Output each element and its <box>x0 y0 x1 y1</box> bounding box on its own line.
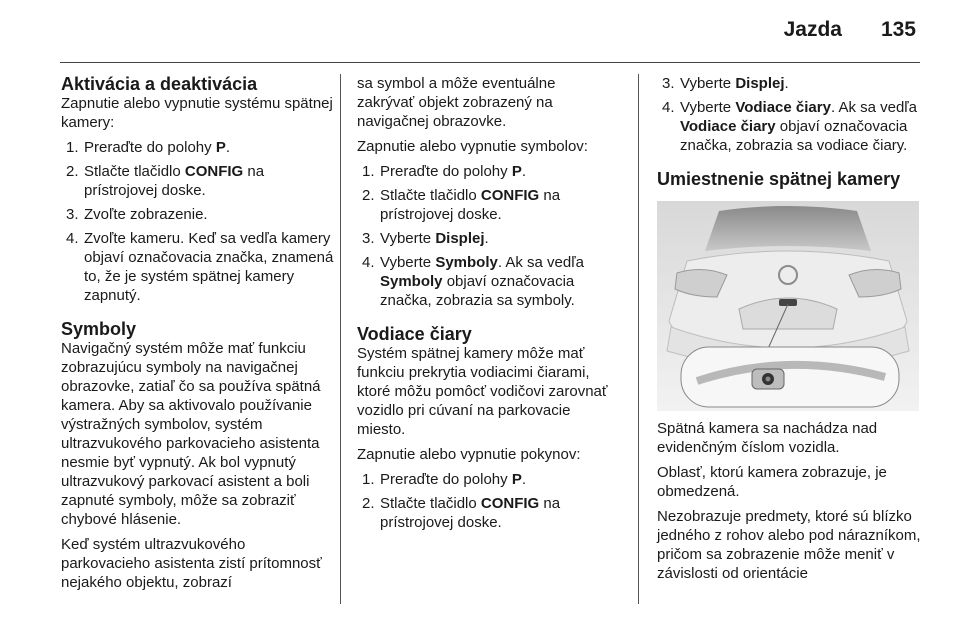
column-divider-1 <box>340 74 341 604</box>
paragraph: Keď systém ultrazvukového parkovacieho asistenta zistí prítomnosť nejakého objektu, zobrazí <box>61 536 322 591</box>
list-item: 3. Vyberte Displej. <box>362 230 489 247</box>
list-item: 1. Preraďte do polohy P. <box>362 163 526 180</box>
column-2 <box>357 74 615 538</box>
steps-list-activation <box>61 138 336 305</box>
heading-guide-lines: Vodiace čiary <box>357 324 472 344</box>
list-item: 4. Vyberte Symboly. Ak sa vedľa Symboly objaví označovacia značka, zobrazia sa symboly. <box>362 254 584 309</box>
intro-text: Zapnutie alebo vypnutie pokynov: <box>357 446 581 463</box>
list-item: 4. Vyberte Vodiace čiary. Ak sa vedľa Vodiace čiary objaví označovacia značka, zobrazia sa vodiace čiary. <box>662 99 918 154</box>
intro-text: Zapnutie alebo vypnutie symbolov: <box>357 138 588 155</box>
column-1 <box>61 74 336 598</box>
paragraph: Navigačný systém môže mať funkciu zobrazujúcu symboly na navigačnej obrazovke, zatiaľ čo sa používa spätná kamera. Aby sa aktivovalo používanie výstražných symbolov, systém ultrazvukového parkovacieho asistenta nesmie byť vypnutý. Ak bol vypnutý ultrazvukový parkovací asistent a boli zapnuté symboly, môže sa zobraziť chybové hlásenie. <box>61 340 321 528</box>
list-item: 2. Stlačte tlačidlo CONFIG na prístrojovej doske. <box>362 187 561 223</box>
list-item: 1. Preraďte do polohy P. <box>66 139 230 156</box>
page-number: 135 <box>880 18 916 41</box>
heading-camera-location: Umiestnenie spätnej kamery <box>657 169 901 189</box>
paragraph: Nezobrazuje predmety, ktoré sú blízko jedného z rohov alebo pod nárazníkom, pričom sa zobrazenie môže meniť v závislosti od orientácie <box>657 508 921 582</box>
header-divider <box>60 62 920 63</box>
paragraph: Systém spätnej kamery môže mať funkciu prekrytia vodiacimi čiarami, ktoré môžu pomôcť vodičovi zarovnať vozidlo pri cúvaní na parkovacie miesto. <box>357 345 608 438</box>
list-item: 3. Zvoľte zobrazenie. <box>66 206 208 223</box>
paragraph: sa symbol a môže eventuálne zakrývať objekt zobrazený na navigačnej obrazovke. <box>357 75 556 130</box>
paragraph: Oblasť, ktorú kamera zobrazuje, je obmedzená. <box>657 464 887 500</box>
intro-text: Zapnutie alebo vypnutie systému spätnej kamery: <box>61 95 333 131</box>
steps-list-guides <box>357 470 615 532</box>
list-item: 2. Stlačte tlačidlo CONFIG na prístrojovej doske. <box>362 495 561 531</box>
rear-camera-photo <box>657 201 919 411</box>
column-divider-2 <box>638 74 639 604</box>
list-item: 2. Stlačte tlačidlo CONFIG na prístrojovej doske. <box>66 163 265 199</box>
list-item: 3. Vyberte Displej. <box>662 75 789 92</box>
list-item: 4. Zvoľte kameru. Keď sa vedľa kamery objaví označovacia značka, znamená to, že je systém spätnej kamery zapnutý. <box>66 230 334 304</box>
heading-symbols: Symboly <box>61 319 137 339</box>
car-rear-illustration <box>657 201 919 411</box>
list-item: 1. Preraďte do polohy P. <box>362 471 526 488</box>
column-3 <box>657 74 922 589</box>
paragraph: Spätná kamera sa nachádza nad evidenčným číslom vozidla. <box>657 420 878 456</box>
page-header <box>60 0 920 58</box>
steps-list-symbols <box>357 162 615 310</box>
section-title: Jazda <box>783 18 842 41</box>
heading-activation: Aktivácia a deaktivácia <box>61 74 258 94</box>
steps-list-guides-continued <box>657 74 922 155</box>
